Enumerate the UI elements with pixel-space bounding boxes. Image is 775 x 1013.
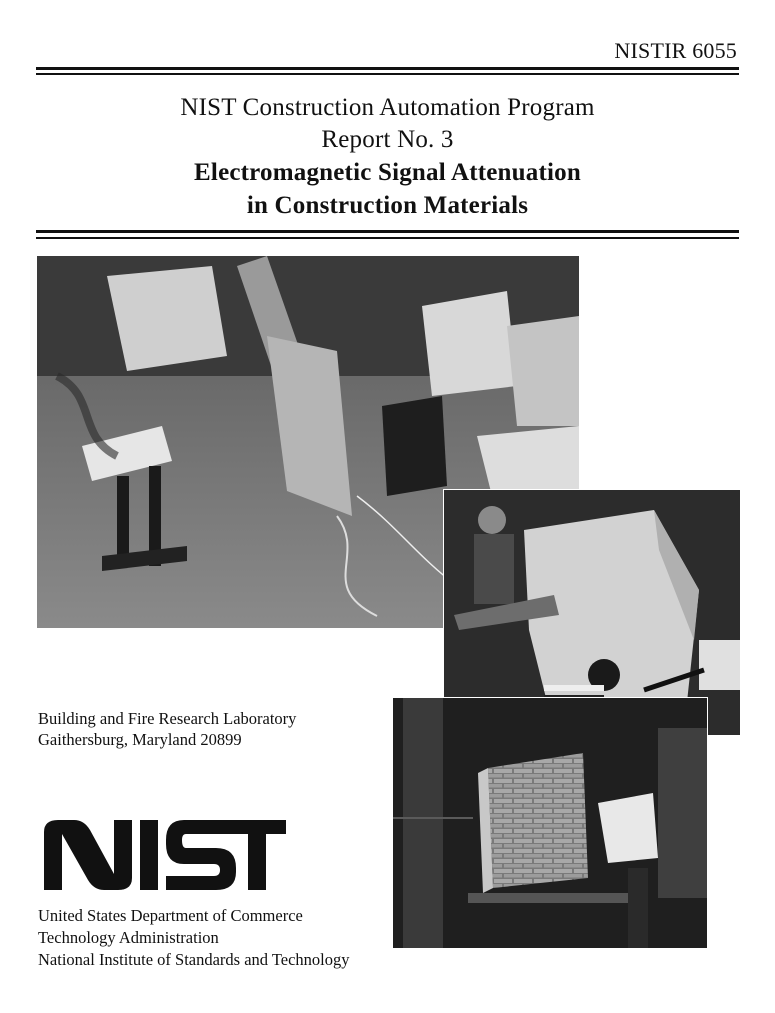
report-label: Report No. 3 <box>321 126 454 153</box>
department-name: United States Department of Commerce <box>38 906 303 925</box>
report-number: NISTIR 6055 <box>614 38 737 63</box>
report-subtitle-line-2: in Construction Materials <box>246 192 529 219</box>
top-rule-lower <box>36 73 739 75</box>
nist-logo-mark <box>44 820 286 890</box>
bottom-rule-upper <box>36 230 739 233</box>
administration-name: Technology Administration <box>38 928 219 947</box>
title-block <box>36 92 739 222</box>
lab-name: Building and Fire Research Laboratory <box>38 709 297 728</box>
nist-logo <box>44 820 286 890</box>
photo-brick-wall-test <box>392 697 708 949</box>
program-title: NIST Construction Automation Program <box>180 94 595 121</box>
lab-info <box>38 708 296 750</box>
institute-name: National Institute of Standards and Technology <box>38 950 350 969</box>
report-subtitle-line-1: Electromagnetic Signal Attenuation <box>194 159 581 186</box>
department-info <box>38 905 350 971</box>
lab-address: Gaithersburg, Maryland 20899 <box>38 730 242 749</box>
top-rule-upper <box>36 67 739 70</box>
bottom-rule-lower <box>36 237 739 239</box>
